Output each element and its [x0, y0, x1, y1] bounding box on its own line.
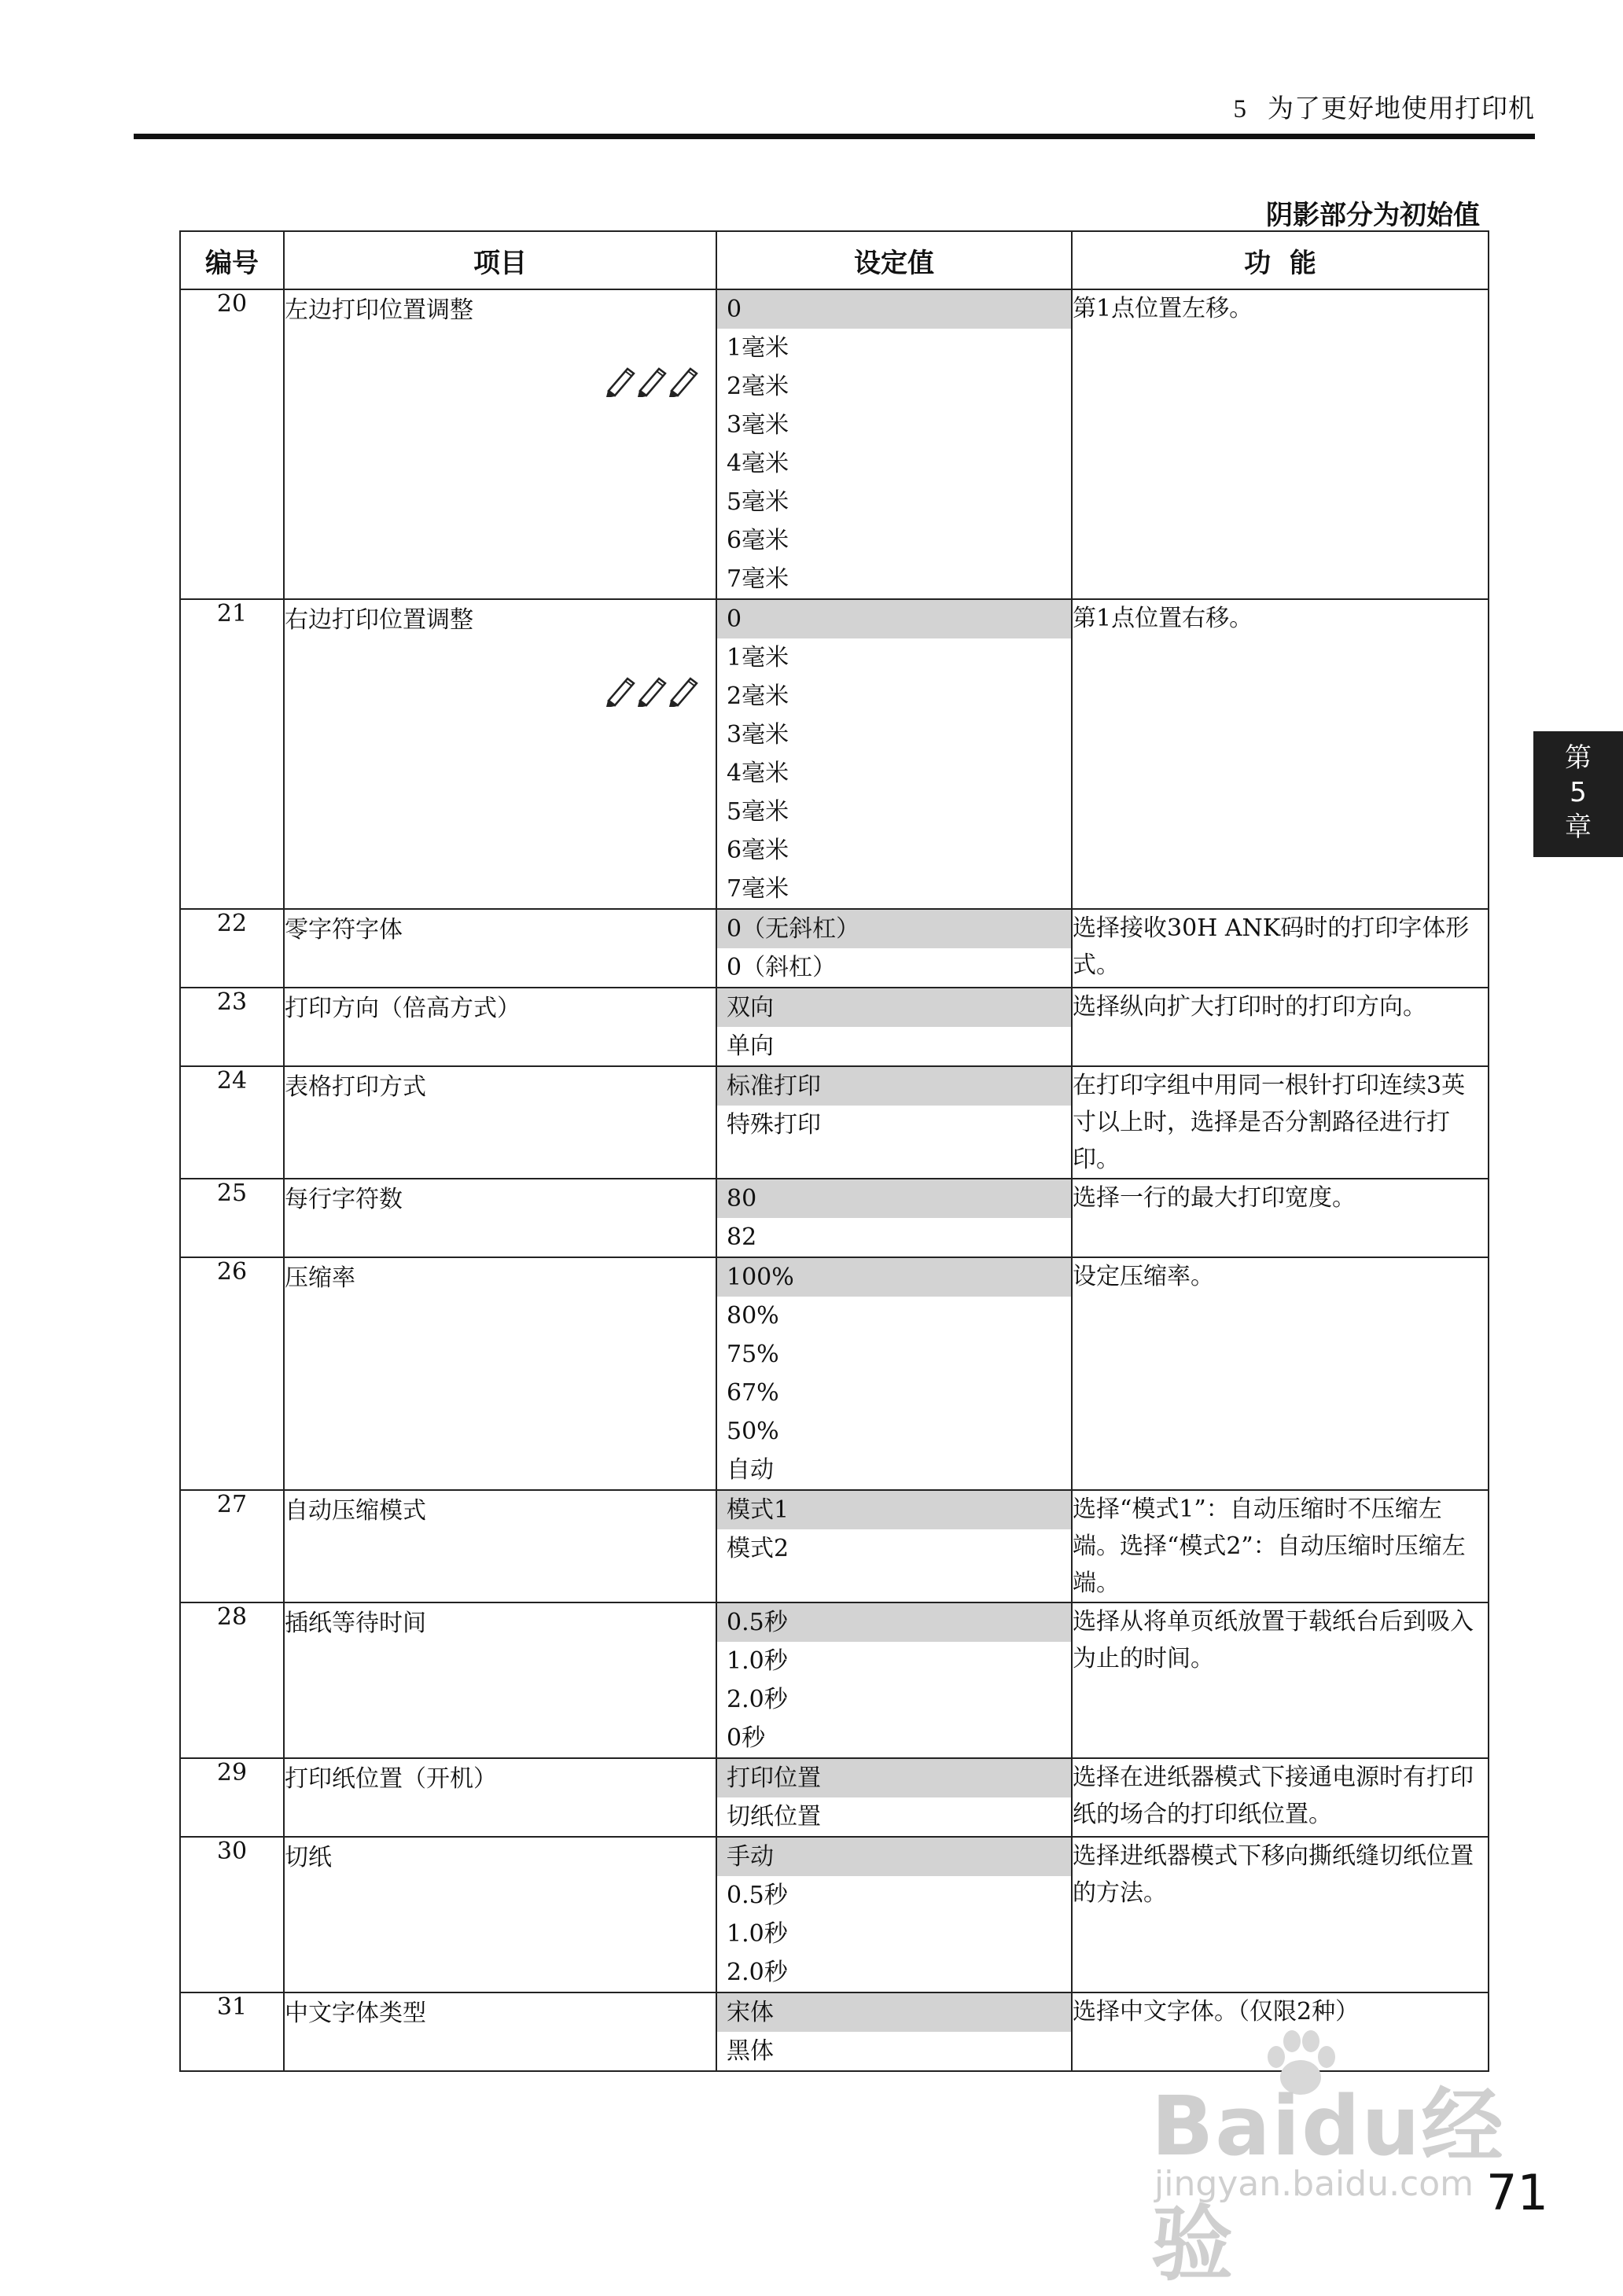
chapter-tab: [1533, 731, 1623, 857]
row-function: 选择从将单页纸放置于载纸台后到吸入为止的时间。: [1072, 1602, 1489, 1758]
row-item-cell: [284, 1837, 716, 1992]
row-item: 打印纸位置（开机）: [285, 1765, 497, 1793]
row-item: 压缩率: [285, 1264, 355, 1292]
row-number: 30: [180, 1837, 284, 1992]
row-number: 25: [180, 1179, 284, 1257]
row-function: 选择“模式1”：自动压缩时不压缩左端。选择“模式2”：自动压缩时压缩左端。: [1072, 1490, 1489, 1602]
setting-option: 3毫米: [727, 721, 789, 749]
row-item-cell: [284, 1257, 716, 1490]
setting-option: 6毫米: [727, 837, 789, 864]
baidu-watermark: [1135, 2029, 1544, 2292]
table-row: [180, 1490, 1489, 1602]
row-function: 在打印字组中用同一根针打印连续3英寸以上时，选择是否分割路径进行打印。: [1072, 1066, 1489, 1179]
row-settings: [716, 1179, 1072, 1257]
setting-option: 2.0秒: [727, 1686, 788, 1713]
row-function: 选择接收30H ANK码时的打印字体形式。: [1072, 909, 1489, 988]
row-function: 选择一行的最大打印宽度。: [1072, 1179, 1489, 1257]
setting-option: 1毫米: [727, 644, 789, 672]
setting-option-default: 0.5秒: [717, 1603, 1071, 1642]
row-item-cell: [284, 1602, 716, 1758]
table-row: [180, 1179, 1489, 1257]
header-rule: [134, 134, 1535, 139]
row-function: 第1点位置左移。: [1072, 289, 1489, 599]
setting-option-default: 0: [717, 290, 1071, 329]
setting-option: 82: [727, 1223, 757, 1251]
row-function: 选择进纸器模式下移向撕纸缝切纸位置的方法。: [1072, 1837, 1489, 1992]
setting-option: 特殊打印: [727, 1111, 821, 1139]
table-row: [180, 1602, 1489, 1758]
setting-option: 5毫米: [727, 488, 789, 516]
row-number: 22: [180, 909, 284, 988]
setting-option: 切纸位置: [727, 1803, 821, 1831]
setting-option-default: 宋体: [717, 1993, 1071, 2032]
setting-option-default: 打印位置: [717, 1759, 1071, 1797]
setting-option: 1.0秒: [727, 1920, 788, 1948]
setting-option: 5毫米: [727, 798, 789, 826]
row-item: 表格打印方式: [285, 1073, 426, 1101]
setting-option: 7毫米: [727, 565, 789, 593]
row-settings: [716, 988, 1072, 1066]
setting-option-default: 标准打印: [717, 1067, 1071, 1106]
row-number: 24: [180, 1066, 284, 1179]
table-row: [180, 599, 1489, 909]
setting-option: 2.0秒: [727, 1959, 788, 1986]
running-header: [1234, 88, 1536, 125]
row-settings: [716, 1758, 1072, 1837]
row-settings: [716, 599, 1072, 909]
setting-option-default: 0: [717, 600, 1071, 638]
setting-option: 80%: [727, 1302, 779, 1330]
row-item: 切纸: [285, 1844, 332, 1871]
row-item-cell: [284, 1066, 716, 1179]
row-item: 每行字符数: [285, 1186, 403, 1213]
chapter-tab-line2: 5: [1570, 777, 1587, 808]
row-item-cell: [284, 1179, 716, 1257]
setting-option-default: 双向: [717, 988, 1071, 1027]
column-header-function: 功 能: [1072, 231, 1489, 289]
setting-option: 0秒: [727, 1724, 766, 1752]
row-function: 选择中文字体。（仅限2种）: [1072, 1992, 1489, 2071]
settings-table: [179, 230, 1489, 2072]
setting-option: 67%: [727, 1379, 779, 1407]
row-item: 自动压缩模式: [285, 1497, 426, 1525]
row-settings: [716, 1257, 1072, 1490]
header-chapter-number: 5: [1233, 95, 1247, 123]
row-number: 21: [180, 599, 284, 909]
watermark-brand: Baidu经验: [1151, 2078, 1505, 2292]
row-item: 中文字体类型: [285, 2000, 426, 2027]
table-row: [180, 988, 1489, 1066]
default-value-note: 阴影部分为初始值: [1266, 200, 1480, 231]
chapter-tab-line1: 第: [1565, 742, 1592, 774]
row-settings: [716, 1602, 1072, 1758]
table-row: [180, 909, 1489, 988]
row-item-cell: [284, 1758, 716, 1837]
setting-option: 0.5秒: [727, 1882, 788, 1909]
table-row: [180, 1758, 1489, 1837]
row-settings: [716, 1837, 1072, 1992]
setting-option: 3毫米: [727, 411, 789, 439]
row-item-cell: [284, 289, 716, 599]
table-header-row: [180, 231, 1489, 289]
row-settings: [716, 909, 1072, 988]
row-item-cell: [284, 988, 716, 1066]
setting-option: 自动: [727, 1456, 774, 1484]
watermark-url: jingyan.baidu.com: [1154, 2164, 1474, 2204]
row-function: 选择在进纸器模式下接通电源时有打印纸的场合的打印纸位置。: [1072, 1758, 1489, 1837]
setting-option: 1毫米: [727, 334, 789, 362]
table-row: [180, 1257, 1489, 1490]
page-number: 71: [1486, 2164, 1548, 2221]
table-body: [180, 289, 1489, 2071]
setting-option: 4毫米: [727, 450, 789, 477]
setting-option-default: 100%: [717, 1258, 1071, 1297]
setting-option: 2毫米: [727, 373, 789, 400]
row-number: 29: [180, 1758, 284, 1837]
row-item-cell: [284, 1490, 716, 1602]
column-header-number: 编号: [180, 231, 284, 289]
setting-option-default: 0（无斜杠）: [717, 910, 1071, 948]
table-row: [180, 1066, 1489, 1179]
pencil-marks-icon: [604, 672, 701, 707]
row-item-cell: [284, 909, 716, 988]
setting-option: 75%: [727, 1341, 779, 1368]
chapter-tab-line3: 章: [1565, 811, 1592, 843]
setting-option: 6毫米: [727, 527, 789, 554]
row-settings: [716, 1066, 1072, 1179]
row-number: 27: [180, 1490, 284, 1602]
table-row: [180, 1837, 1489, 1992]
setting-option: 单向: [727, 1032, 774, 1060]
setting-option: 模式2: [727, 1535, 789, 1562]
row-settings: [716, 1992, 1072, 2071]
row-number: 20: [180, 289, 284, 599]
row-number: 28: [180, 1602, 284, 1758]
setting-option-default: 80: [717, 1179, 1071, 1218]
row-number: 23: [180, 988, 284, 1066]
row-function: 选择纵向扩大打印时的打印方向。: [1072, 988, 1489, 1066]
row-item: 右边打印位置调整: [285, 606, 473, 634]
setting-option-default: 模式1: [717, 1491, 1071, 1529]
header-chapter-title: 为了更好地使用打印机: [1268, 93, 1535, 123]
row-number: 26: [180, 1257, 284, 1490]
row-item-cell: [284, 599, 716, 909]
column-header-item: 项目: [284, 231, 716, 289]
setting-option: 0（斜杠）: [727, 954, 837, 981]
setting-option: 2毫米: [727, 683, 789, 710]
setting-option: 黑体: [727, 2037, 774, 2065]
row-item: 左边打印位置调整: [285, 296, 473, 324]
setting-option: 4毫米: [727, 760, 789, 787]
row-number: 31: [180, 1992, 284, 2071]
row-settings: [716, 1490, 1072, 1602]
column-header-setting: 设定值: [716, 231, 1072, 289]
row-item: 插纸等待时间: [285, 1610, 426, 1637]
row-function: 设定压缩率。: [1072, 1257, 1489, 1490]
pencil-marks-icon: [604, 362, 701, 397]
table-row: [180, 289, 1489, 599]
setting-option: 50%: [727, 1418, 779, 1445]
setting-option: 1.0秒: [727, 1647, 788, 1675]
row-function: 第1点位置右移。: [1072, 599, 1489, 909]
setting-option: 7毫米: [727, 875, 789, 903]
row-item: 零字符字体: [285, 916, 403, 944]
setting-option-default: 手动: [717, 1838, 1071, 1876]
row-item: 打印方向（倍高方式）: [285, 995, 521, 1022]
row-settings: [716, 289, 1072, 599]
row-item-cell: [284, 1992, 716, 2071]
